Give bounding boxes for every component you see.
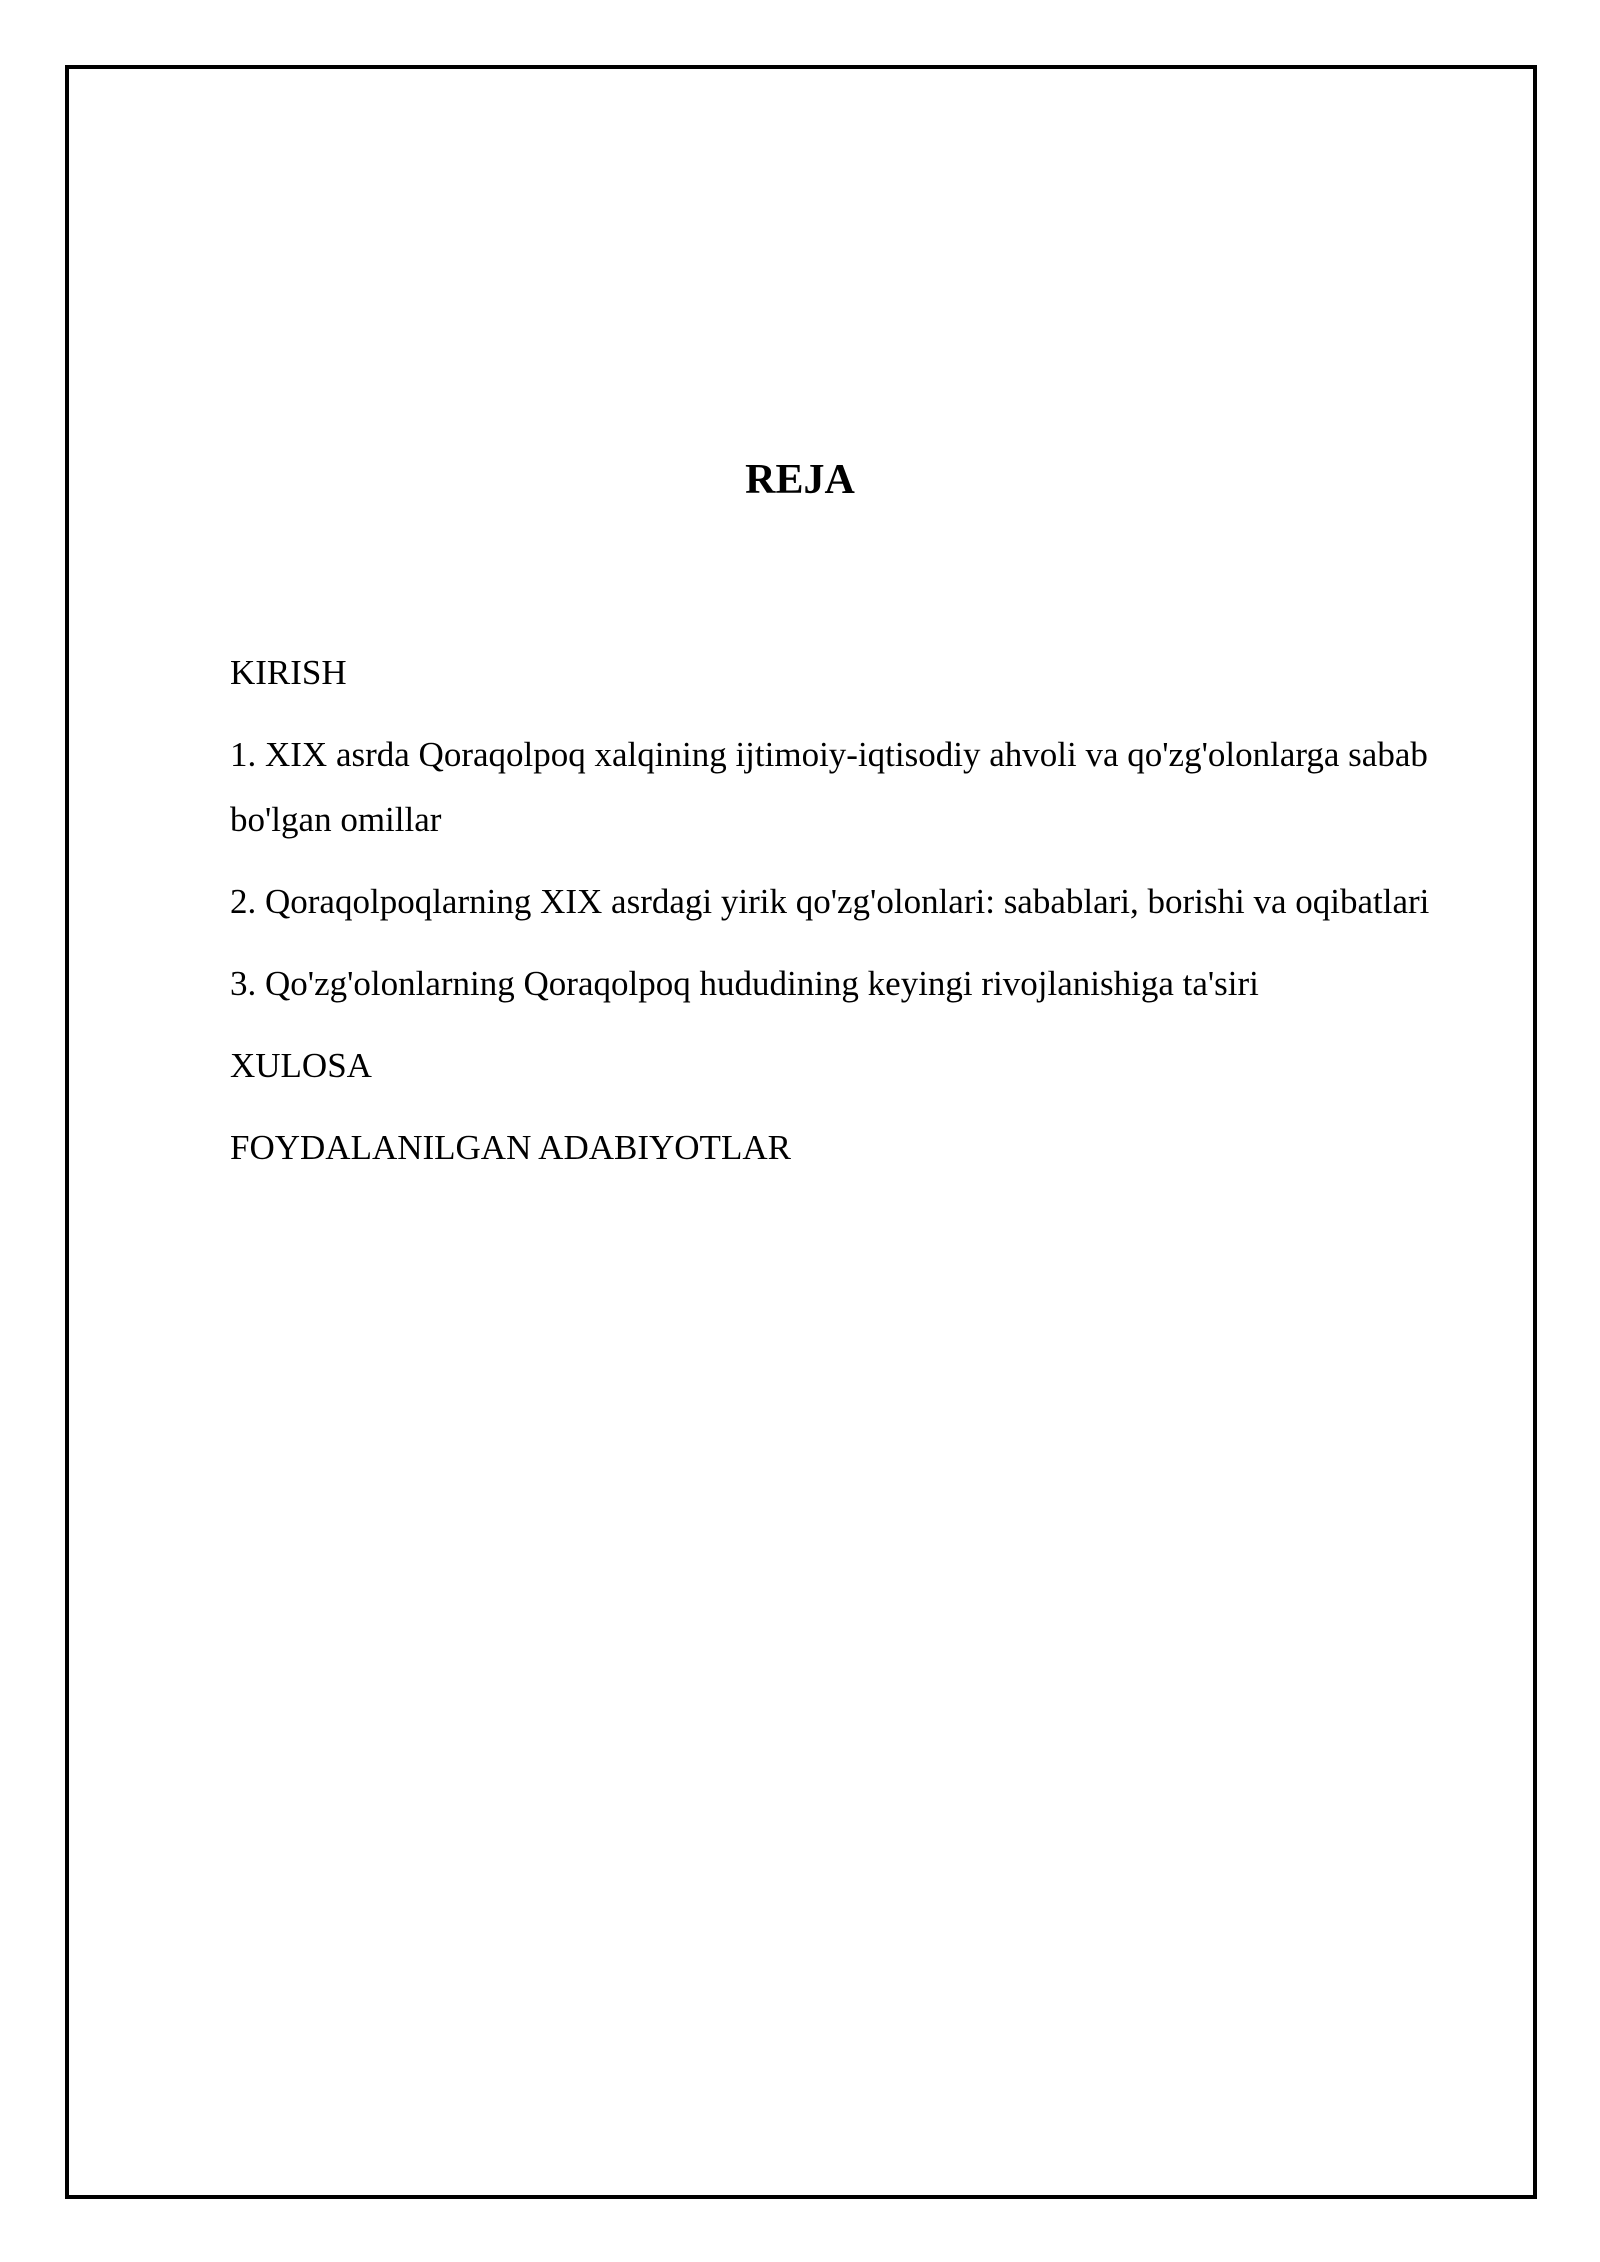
plan-item-1: 1. XIX asrda Qoraqolpoq xalqining ijtimoiy-iqtisodiy ahvoli va qo'zg'olonlarga sabab bo'lgan omillar [230,735,1428,839]
page-title: REJA [745,457,855,503]
plan-item-2: 2. Qoraqolpoqlarning XIX asrdagi yirik qo'zg'olonlari: sabablari, borishi va oqibatlari [230,882,1430,921]
plan-item-conclusion: XULOSA [230,1046,372,1085]
plan-item-introduction: KIRISH [230,653,347,692]
plan-list [230,640,1460,1197]
plan-item-references: FOYDALANILGAN ADABIYOTLAR [230,1128,791,1167]
plan-item-3: 3. Qo'zg'olonlarning Qoraqolpoq hududining keyingi rivojlanishiga ta'siri [230,964,1259,1003]
